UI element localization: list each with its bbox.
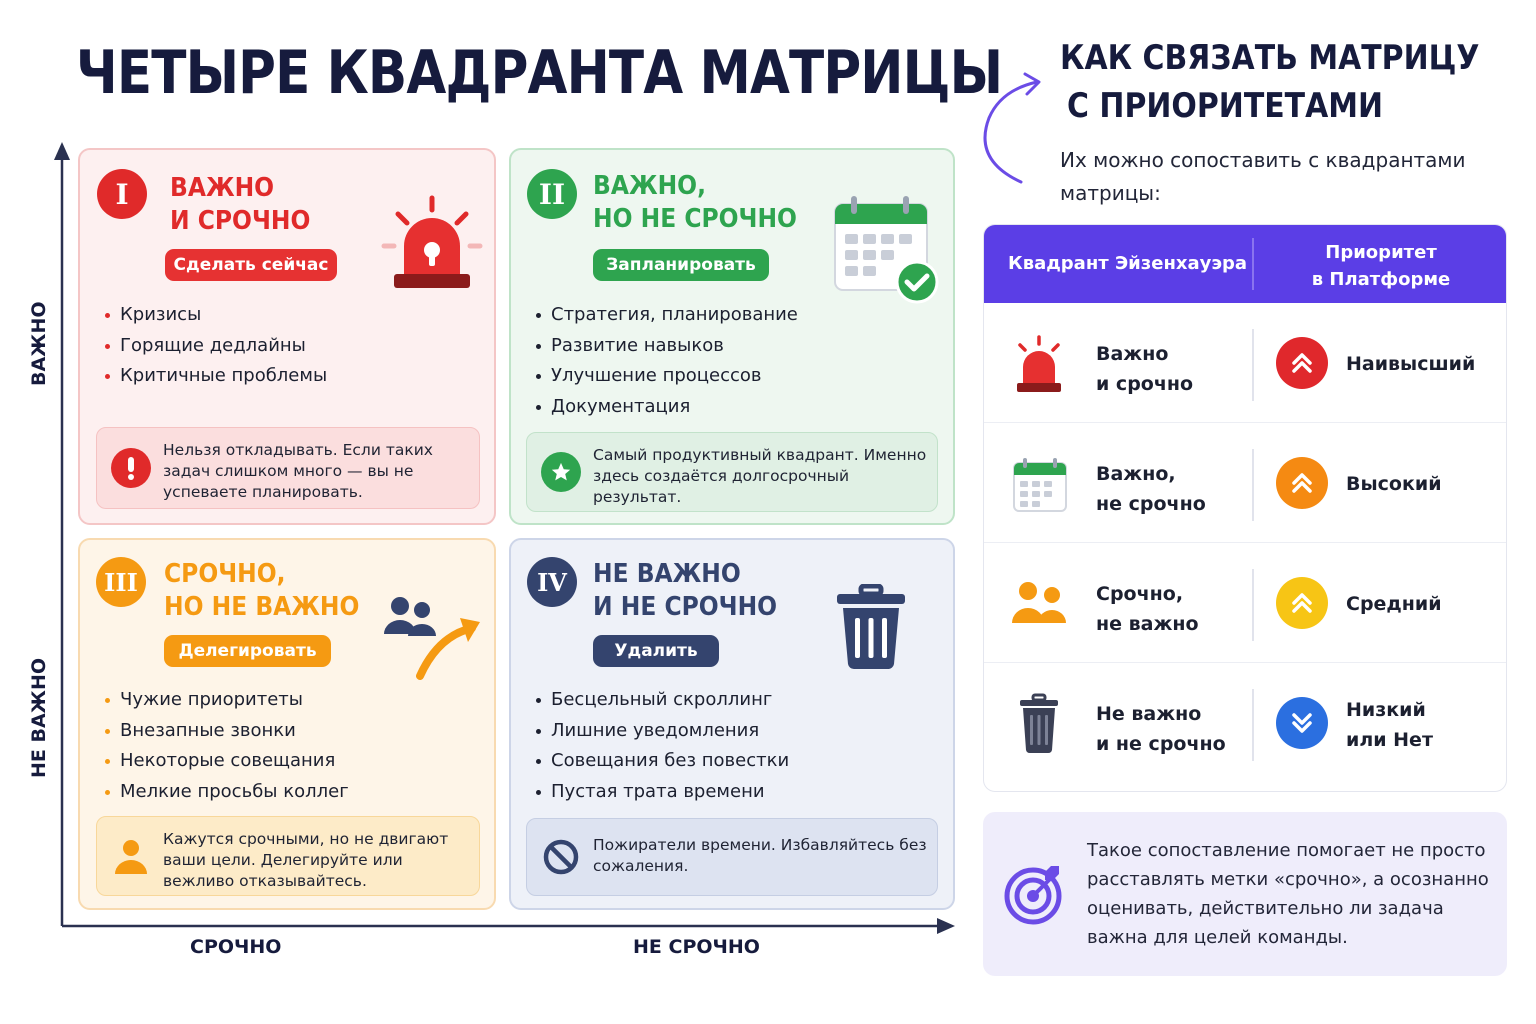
summary-box	[983, 812, 1507, 976]
column-header: Приоритет в Платформе	[1311, 242, 1451, 290]
siren-icon	[380, 194, 484, 294]
list-item: Пустая трата времени	[533, 777, 789, 808]
quadrant-title: ВАЖНО, НО НЕ СРОЧНО	[593, 171, 797, 234]
y-axis-bottom-label: НЕ ВАЖНО	[28, 658, 50, 778]
list-item: Некоторые совещания	[102, 746, 349, 777]
priority-label: Высокий	[1346, 473, 1442, 495]
action-pill: Удалить	[593, 635, 719, 667]
quadrant-note: Пожиратели времени. Избавляйтесь без сожаления.	[526, 818, 938, 896]
trash-icon	[1008, 693, 1070, 755]
calendar-check-icon	[831, 194, 943, 306]
quadrant-name: Срочно, не важно	[1096, 583, 1199, 635]
list-item: Улучшение процессов	[533, 361, 798, 392]
list-item: Чужие приоритеты	[102, 685, 349, 716]
list-item: Внезапные звонки	[102, 716, 349, 747]
list-item: Документация	[533, 392, 798, 423]
quadrant-2	[509, 148, 955, 525]
double-chevron-up-icon	[1276, 457, 1328, 509]
list-item: Стратегия, планирование	[533, 300, 798, 331]
list-item: Кризисы	[102, 300, 327, 331]
action-pill: Запланировать	[593, 249, 769, 281]
double-chevron-up-icon	[1276, 337, 1328, 389]
table-row	[984, 663, 1506, 783]
quadrant-name: Не важно и не срочно	[1096, 703, 1226, 755]
quadrant-title: СРОЧНО, НО НЕ ВАЖНО	[164, 559, 360, 622]
quadrant-title: ВАЖНО И СРОЧНО	[170, 173, 311, 236]
table-row	[984, 303, 1506, 423]
quadrant-name: Важно и срочно	[1096, 343, 1194, 395]
double-chevron-down-icon	[1276, 697, 1328, 749]
list-item: Критичные проблемы	[102, 361, 327, 392]
action-pill: Сделать сейчас	[165, 249, 337, 281]
quadrant-4	[509, 538, 955, 910]
trash-icon	[835, 584, 907, 670]
quadrant-badge: II	[527, 169, 577, 219]
table-header	[984, 225, 1506, 303]
target-icon	[1003, 862, 1067, 926]
quadrant-list	[533, 300, 798, 422]
double-chevron-up-icon	[1276, 577, 1328, 629]
quadrant-note: Самый продуктивный квадрант. Именно здесь создаётся долгосрочный результат.	[526, 432, 938, 512]
quadrant-3	[78, 538, 496, 910]
curved-arrow-icon	[975, 70, 1051, 186]
people-arrow-icon	[380, 592, 490, 682]
list-item: Мелкие просьбы коллег	[102, 777, 349, 808]
page-title: ЧЕТЫРЕ КВАДРАНТА МАТРИЦЫ	[76, 38, 1003, 108]
quadrant-1	[78, 148, 496, 525]
person-icon	[111, 836, 151, 876]
side-intro: Их можно сопоставить с квадрантами матрицы:	[1060, 148, 1466, 205]
quadrant-list	[102, 685, 349, 807]
x-axis-right-label: НЕ СРОЧНО	[633, 936, 760, 958]
calendar-icon	[1008, 453, 1070, 515]
quadrant-note: Нельзя откладывать. Если таких задач слишком много — вы не успеваете планировать.	[96, 427, 480, 509]
quadrant-name: Важно, не срочно	[1096, 463, 1206, 515]
priority-mapping-table	[983, 224, 1507, 792]
priority-label: Средний	[1346, 593, 1442, 615]
people-icon	[1008, 573, 1070, 635]
side-title: КАК СВЯЗАТЬ МАТРИЦУ С ПРИОРИТЕТАМИ	[1060, 38, 1480, 126]
y-axis-top-label: ВАЖНО	[28, 301, 50, 386]
quadrant-badge: I	[97, 169, 147, 219]
column-header: Квадрант Эйзенхауэра	[1008, 253, 1248, 274]
priority-label: Наивысший	[1346, 353, 1476, 375]
quadrant-list	[102, 300, 327, 392]
table-row	[984, 423, 1506, 543]
prohibited-icon	[541, 837, 581, 877]
list-item: Совещания без повестки	[533, 746, 789, 777]
list-item: Горящие дедлайны	[102, 331, 327, 362]
list-item: Лишние уведомления	[533, 716, 789, 747]
alert-icon	[111, 448, 151, 488]
summary-text: Такое сопоставление помогает не просто расставлять метки «срочно», а осознанно оценивать, действительно ли задача важна для целей команды.	[1087, 840, 1489, 948]
priority-label: Низкий или Нет	[1346, 699, 1433, 751]
quadrant-badge: IV	[527, 557, 577, 607]
quadrant-title: НЕ ВАЖНО И НЕ СРОЧНО	[593, 559, 778, 622]
quadrant-list	[533, 685, 789, 807]
star-icon	[541, 452, 581, 492]
quadrant-badge: III	[96, 557, 146, 607]
list-item: Бесцельный скроллинг	[533, 685, 789, 716]
action-pill: Делегировать	[164, 635, 331, 667]
siren-icon	[1008, 333, 1070, 395]
table-row	[984, 543, 1506, 663]
quadrant-note: Кажутся срочными, но не двигают ваши цели. Делегируйте или вежливо отказывайтесь.	[96, 816, 480, 896]
x-axis-left-label: СРОЧНО	[190, 936, 282, 958]
list-item: Развитие навыков	[533, 331, 798, 362]
